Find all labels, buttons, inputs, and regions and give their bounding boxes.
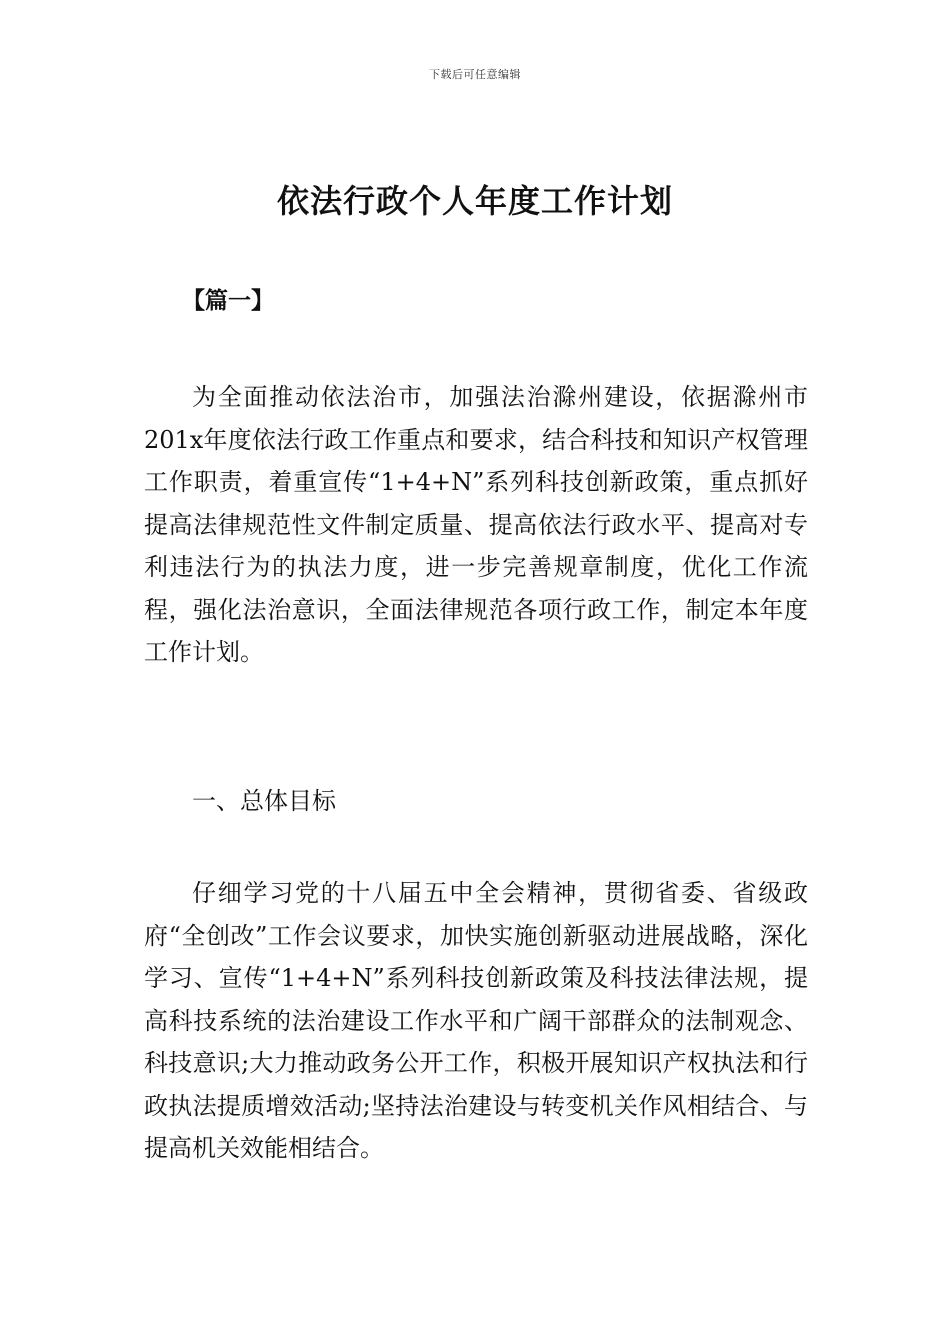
section-heading-overall-goal: 一、总体目标 [192,787,336,815]
header-note: 下载后可任意编辑 [429,68,521,81]
document-title: 依法行政个人年度工作计划 [276,182,673,220]
section-tag: 【篇一】 [182,288,274,314]
paragraph-overall-goal: 仔细学习党的十八届五中全会精神，贯彻省委、省级政府“全创改”工作会议要求，加快实施创新驱动进展战略，深化学习、宣传“1+4+N”系列科技创新政策及科技法律法规，提高科技系统的法治建设工作水平和广阔干部群众的法制观念、科技意识;大力推动政务公开工作，积极开展知识产权执法和行政执法提质增效活动;坚持法治建设与转变机关作风相结合、与提高机关效能相结合。 [144,879,808,1162]
paragraph-intro: 为全面推动依法治市，加强法治滁州建设，依据滁州市201x年度依法行政工作重点和要求，结合科技和知识产权管理工作职责，着重宣传“1+4+N”系列科技创新政策，重点抓好提高法律规范性文件制定质量、提高依法行政水平、提高对专利违法行为的执法力度，进一步完善规章制度，优化工作流程，强化法治意识，全面法律规范各项行政工作，制定本年度工作计划。 [144,383,808,666]
